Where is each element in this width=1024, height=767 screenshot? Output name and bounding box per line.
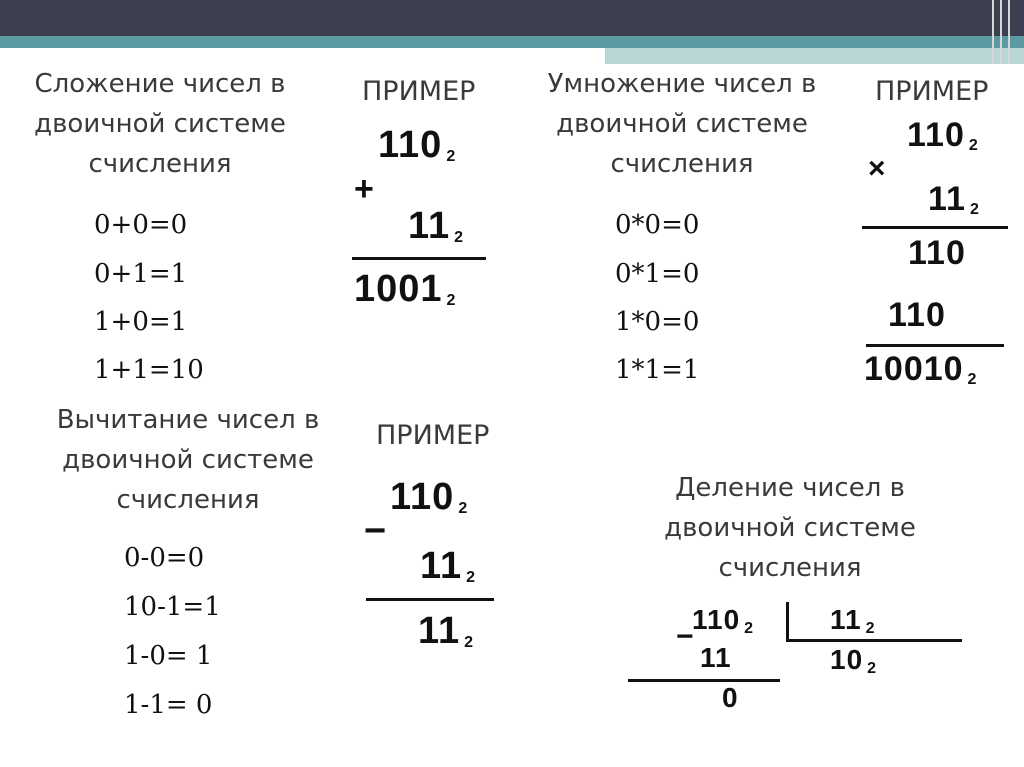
subtraction-rule: 1-0= 1 (124, 641, 213, 671)
heading-line: Деление чисел в (675, 473, 905, 503)
heading-line: счисления (116, 485, 260, 515)
addition-result: 1001 $_2$ (354, 268, 457, 310)
quotient: 10 $_2$ (830, 644, 878, 677)
mult-operand2: 11 $_2$ (928, 180, 980, 218)
mult-partial2: 110 (888, 296, 946, 334)
accent-bar-light (605, 48, 1024, 64)
product-line (862, 226, 1008, 229)
sub-operand1: 110 $_2$ (390, 476, 469, 518)
mult-operand1: 110 $_2$ (907, 116, 979, 154)
divisor-line (786, 639, 962, 642)
heading-line: Вычитание чисел в (56, 405, 320, 435)
sub-operand2: 11 $_2$ (420, 545, 477, 587)
multiplication-heading (522, 64, 842, 184)
subtraction-rule: 1-1= 0 (124, 690, 213, 720)
decor-stripe (992, 0, 994, 64)
addition-operand1: 110 $_2$ (378, 124, 457, 166)
heading-line: Умножение чисел в (547, 69, 817, 99)
heading-line: счисления (718, 553, 862, 583)
addition-heading (5, 64, 315, 184)
multiplication-rule: 0*0=0 (615, 210, 700, 240)
subtrahend: 11 (700, 642, 732, 673)
mult-partial1: 110 (908, 234, 966, 272)
heading-line: двоичной системе (664, 513, 916, 543)
heading-line: двоичной системе (34, 109, 286, 139)
addition-rule: 0+1=1 (94, 259, 188, 289)
example-label: ПРИМЕР (376, 420, 490, 451)
division-heading (634, 468, 946, 588)
subtraction-heading (28, 400, 348, 520)
subtraction-rule: 0-0=0 (124, 543, 205, 573)
difference-line (366, 598, 494, 601)
remainder-line (628, 679, 780, 682)
addition-rule: 1+0=1 (94, 307, 188, 337)
title-bar (0, 0, 1024, 36)
multiplication-rule: 1*1=1 (615, 355, 700, 385)
addition-rule: 0+0=0 (94, 210, 188, 240)
heading-line: двоичной системе (556, 109, 808, 139)
decor-stripe (1000, 0, 1002, 64)
addition-operand2: 11 $_2$ (408, 205, 465, 247)
mult-result: 10010 $_2$ (864, 350, 978, 388)
plus-sign: + (354, 170, 374, 208)
subtraction-rule: 10-1=1 (124, 592, 221, 622)
dividend: 110 $_2$ (692, 604, 755, 637)
minus-sign: − (676, 620, 694, 653)
multiplication-rule: 1*0=0 (615, 307, 700, 337)
heading-line: двоичной системе (62, 445, 314, 475)
sub-result: 11 $_2$ (418, 610, 475, 652)
sum-line (866, 344, 1004, 347)
multiplication-rule: 0*1=0 (615, 259, 700, 289)
example-label: ПРИМЕР (362, 76, 476, 107)
accent-bar (0, 36, 1024, 48)
decor-stripe (1008, 0, 1010, 64)
heading-line: счисления (610, 149, 754, 179)
addition-rule: 1+1=10 (94, 355, 204, 385)
sum-line (352, 257, 486, 260)
minus-sign: − (364, 510, 387, 552)
times-sign: × (868, 152, 886, 185)
division-bracket (786, 602, 789, 642)
divisor: 11 $_2$ (830, 604, 876, 637)
example-label: ПРИМЕР (875, 76, 989, 107)
heading-line: Сложение чисел в (34, 69, 286, 99)
remainder: 0 (722, 682, 739, 713)
heading-line: счисления (88, 149, 232, 179)
